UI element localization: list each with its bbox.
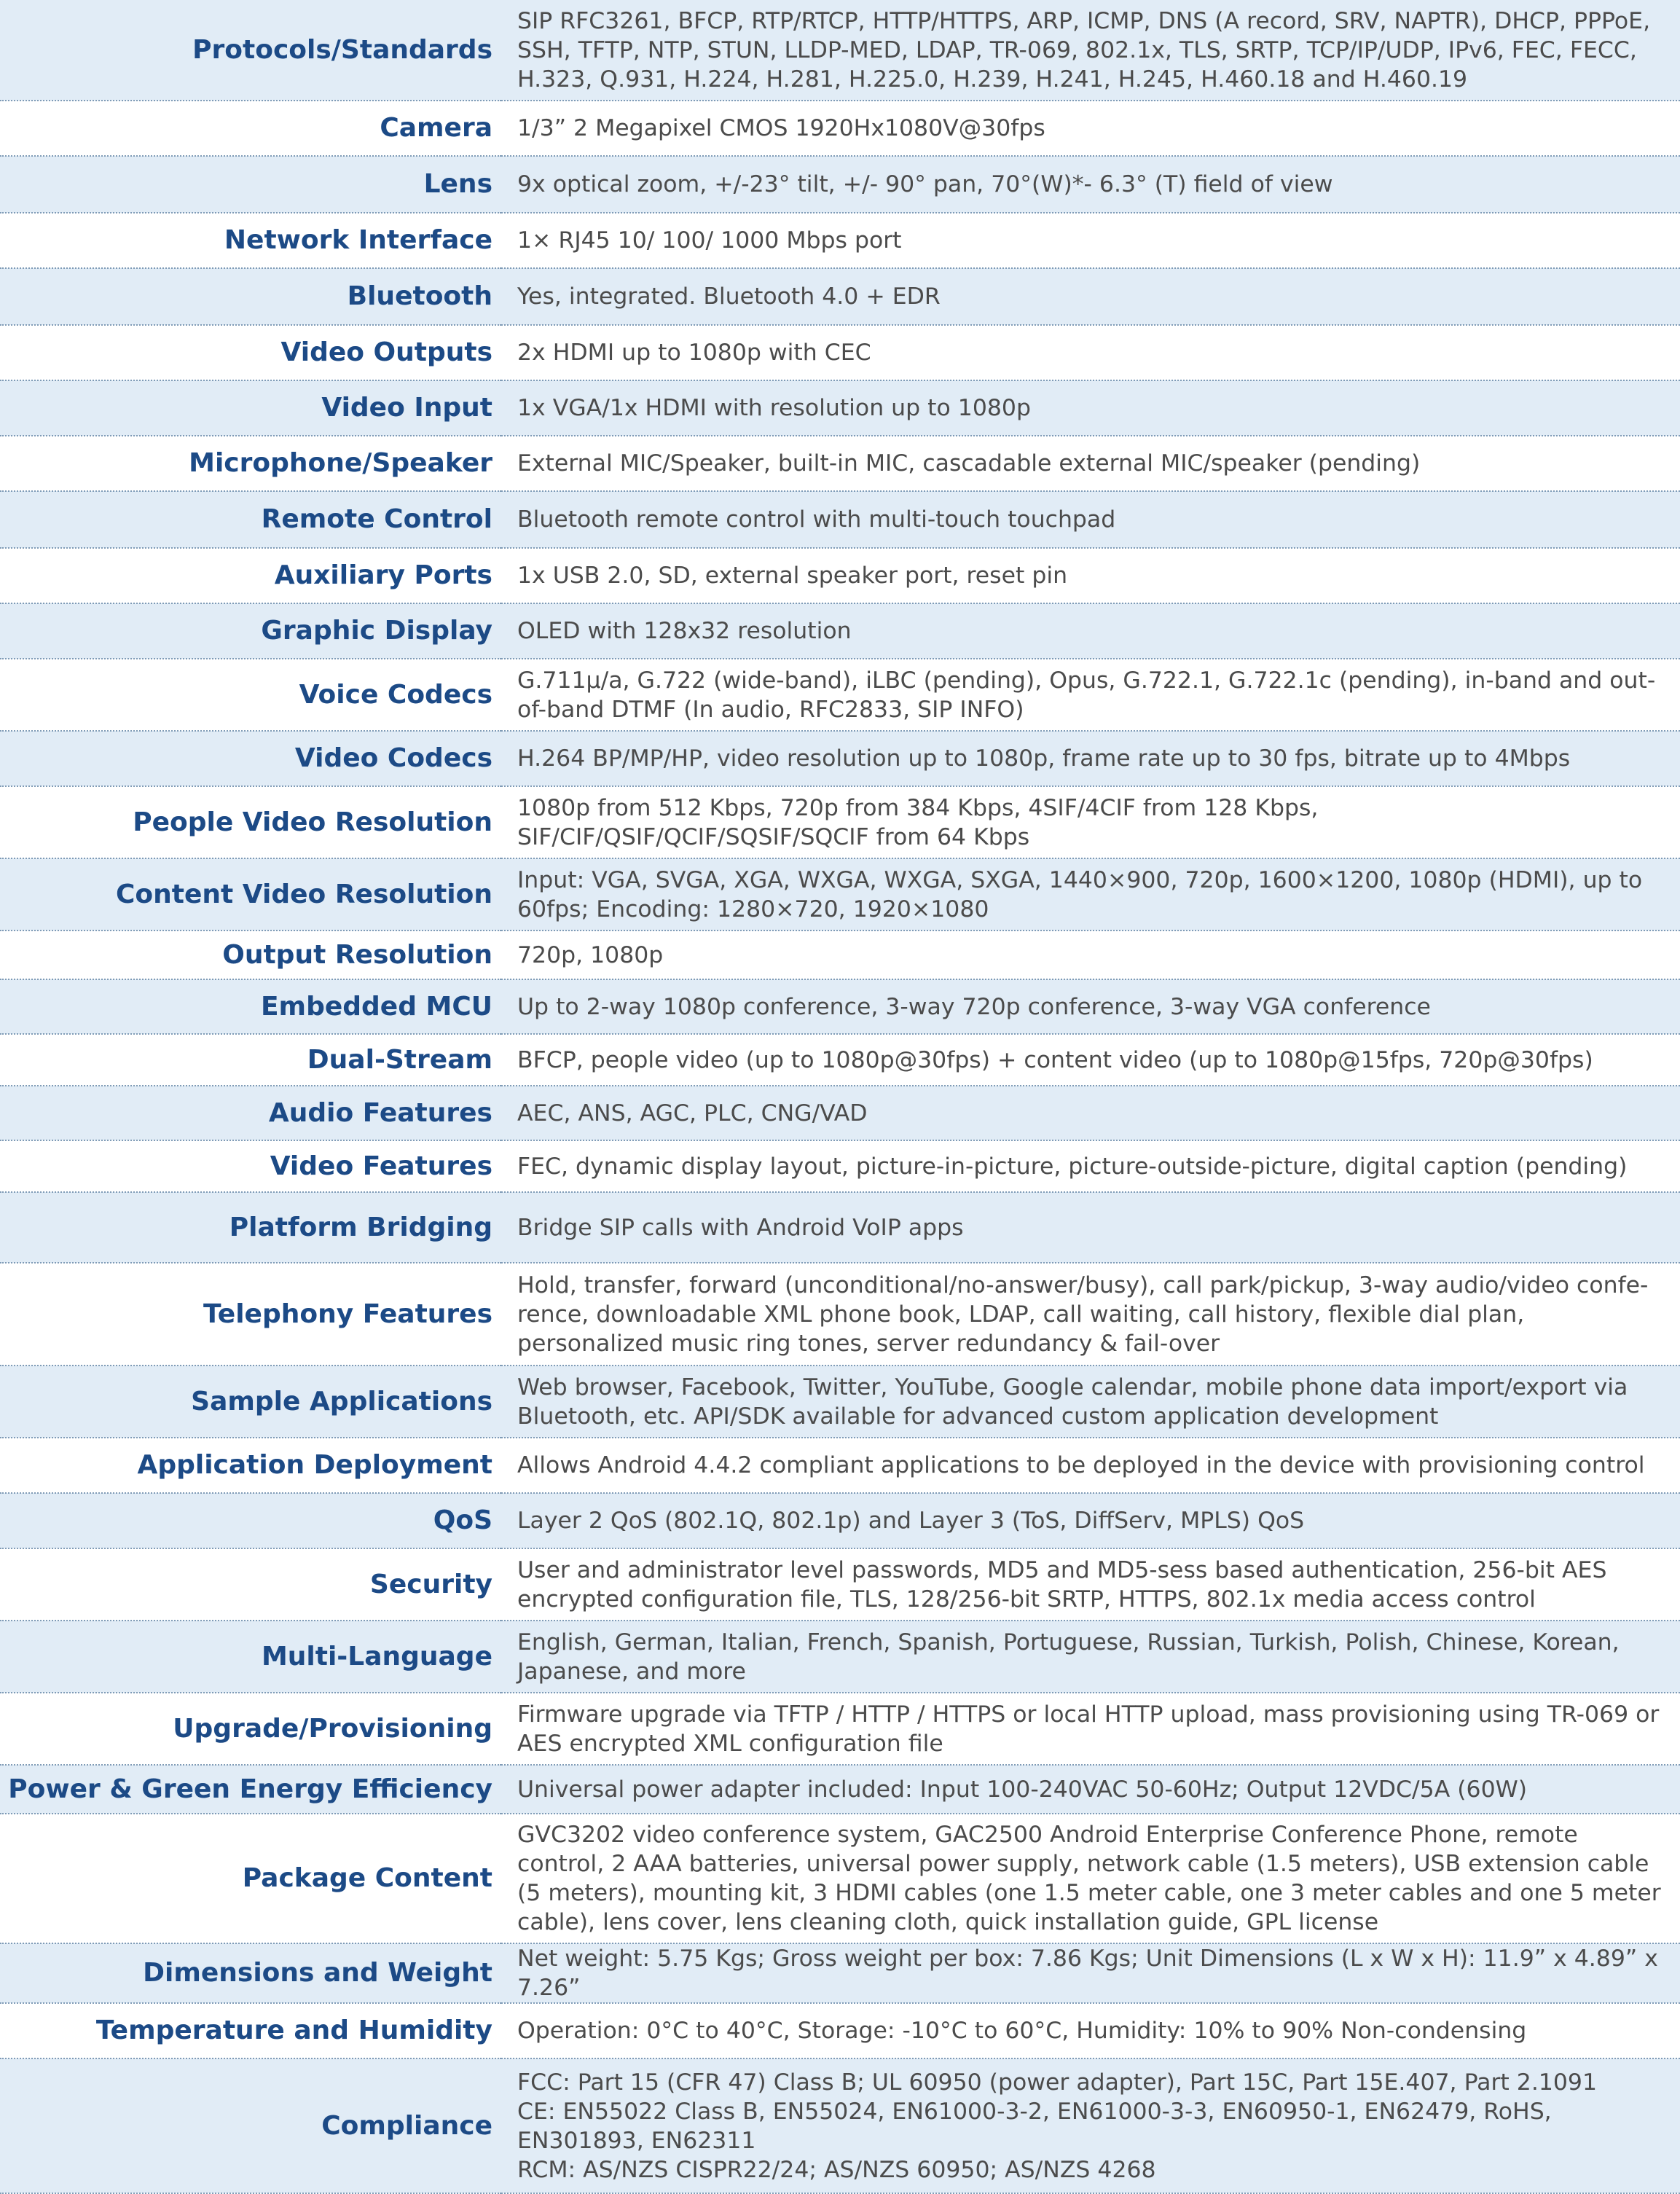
spec-label: Security: [0, 1548, 501, 1621]
spec-row: [0, 731, 1680, 786]
spec-value: G.711μ/a, G.722 (wide-band), iLBC (pending), Opus, G.722.1, G.722.1c (pending), in-band and out-of-band DTMF (In audio, RFC2833, SIP INFO): [501, 659, 1680, 731]
spec-row: [0, 1192, 1680, 1263]
spec-row: [0, 491, 1680, 548]
spec-value: Up to 2-way 1080p conference, 3-way 720p conference, 3-way VGA conference: [501, 979, 1680, 1034]
spec-value: FCC: Part 15 (CFR 47) Class B; UL 60950 (power adapter), Part 15C, Part 15E.407, Part 2.1091 CE: EN55022 Class B, EN55024, EN61000-3-2, EN61000-3-3, EN60950-1, EN62479, RoHS, EN301893, EN62311 RCM: AS/NZS CISPR22/24; AS/NZS 60950; AS/NZS 4268: [501, 2058, 1680, 2193]
spec-label: QoS: [0, 1493, 501, 1548]
spec-row: [0, 1438, 1680, 1493]
spec-label: Camera: [0, 101, 501, 156]
spec-row: [0, 0, 1680, 101]
spec-label: Package Content: [0, 1814, 501, 1943]
spec-value: Bluetooth remote control with multi-touch touchpad: [501, 491, 1680, 548]
spec-row: [0, 979, 1680, 1034]
spec-row: [0, 548, 1680, 603]
spec-value: Yes, integrated. Bluetooth 4.0 + EDR: [501, 268, 1680, 325]
spec-label: Lens: [0, 156, 501, 213]
spec-row: [0, 1366, 1680, 1438]
spec-row: [0, 1621, 1680, 1693]
spec-value: 1/3” 2 Megapixel CMOS 1920Hx1080V@30fps: [501, 101, 1680, 156]
spec-row: [0, 1693, 1680, 1765]
spec-label: Video Codecs: [0, 731, 501, 786]
spec-label: Network Interface: [0, 213, 501, 268]
spec-value: 1080p from 512 Kbps, 720p from 384 Kbps, 4SIF/4CIF from 128 Kbps, SIF/CIF/QSIF/QCIF/SQSIF/SQCIF from 64 Kbps: [501, 786, 1680, 858]
spec-value: Input: VGA, SVGA, XGA, WXGA, WXGA, SXGA, 1440×900, 720p, 1600×1200, 1080p (HDMI), up to 60fps; Encoding: 1280×720, 1920×1080: [501, 858, 1680, 931]
spec-value: Allows Android 4.4.2 compliant applications to be deployed in the device with provisioning control: [501, 1438, 1680, 1493]
spec-value: GVC3202 video conference system, GAC2500 Android Enterprise Conference Phone, remote control, 2 AAA batteries, universal power supply, network cable (1.5 meters), USB extension cable (5 meters), mounting kit, 3 HDMI cables (one 1.5 meter cable, one 3 meter cables and one 5 meter cable), lens cover, lens cleaning cloth, quick installation guide, GPL license: [501, 1814, 1680, 1943]
spec-row: [0, 436, 1680, 491]
spec-row: [0, 1086, 1680, 1140]
spec-value: Net weight: 5.75 Kgs; Gross weight per box: 7.86 Kgs; Unit Dimensions (L x W x H): 11.9” x 4.89” x 7.26”: [501, 1943, 1680, 2003]
spec-label: Upgrade/Provisioning: [0, 1693, 501, 1765]
spec-label: Embedded MCU: [0, 979, 501, 1034]
spec-row: [0, 325, 1680, 380]
spec-value: Universal power adapter included: Input 100-240VAC 50-60Hz; Output 12VDC/5A (60W): [501, 1765, 1680, 1814]
spec-value: AEC, ANS, AGC, PLC, CNG/VAD: [501, 1086, 1680, 1140]
spec-row: [0, 603, 1680, 659]
spec-value: Operation: 0°C to 40°C, Storage: -10°C to 60°C, Humidity: 10% to 90% Non-condensing: [501, 2003, 1680, 2058]
spec-value: 1x USB 2.0, SD, external speaker port, reset pin: [501, 548, 1680, 603]
spec-label: Dimensions and Weight: [0, 1943, 501, 2003]
spec-row: [0, 268, 1680, 325]
spec-label: Power & Green Energy Efficiency: [0, 1765, 501, 1814]
spec-label: Sample Applications: [0, 1366, 501, 1438]
spec-label: Multi-Language: [0, 1621, 501, 1693]
spec-value: 1× RJ45 10/ 100/ 1000 Mbps port: [501, 213, 1680, 268]
spec-label: Content Video Resolution: [0, 858, 501, 931]
spec-label: Platform Bridging: [0, 1192, 501, 1263]
spec-value: External MIC/Speaker, built-in MIC, cascadable external MIC/speaker (pending): [501, 436, 1680, 491]
spec-value: BFCP, people video (up to 1080p@30fps) + content video (up to 1080p@15fps, 720p@30fps): [501, 1034, 1680, 1086]
spec-label: Bluetooth: [0, 268, 501, 325]
spec-label: Telephony Features: [0, 1263, 501, 1366]
spec-row: [0, 380, 1680, 436]
spec-label: Auxiliary Ports: [0, 548, 501, 603]
spec-row: [0, 1943, 1680, 2003]
spec-value: English, German, Italian, French, Spanish, Portuguese, Russian, Turkish, Polish, Chinese, Korean, Japanese, and more: [501, 1621, 1680, 1693]
spec-row: [0, 1765, 1680, 1814]
spec-value: 9x optical zoom, +/-23° tilt, +/- 90° pan, 70°(W)*- 6.3° (T) field of view: [501, 156, 1680, 213]
spec-row: [0, 659, 1680, 731]
spec-label: Graphic Display: [0, 603, 501, 659]
spec-row: [0, 931, 1680, 979]
spec-value: 1x VGA/1x HDMI with resolution up to 1080p: [501, 380, 1680, 436]
spec-row: [0, 1814, 1680, 1943]
spec-value: Firmware upgrade via TFTP / HTTP / HTTPS or local HTTP upload, mass provisioning using TR-069 or AES encrypted XML configuration file: [501, 1693, 1680, 1765]
spec-value: H.264 BP/MP/HP, video resolution up to 1080p, frame rate up to 30 fps, bitrate up to 4Mbps: [501, 731, 1680, 786]
spec-label: Output Resolution: [0, 931, 501, 979]
spec-label: Video Input: [0, 380, 501, 436]
spec-value: User and administrator level passwords, MD5 and MD5-sess based authentication, 256-bit AES encrypted configuration file, TLS, 128/256-bit SRTP, HTTPS, 802.1x media access control: [501, 1548, 1680, 1621]
spec-label: Dual-Stream: [0, 1034, 501, 1086]
spec-row: [0, 213, 1680, 268]
spec-label: Protocols/Standards: [0, 0, 501, 101]
spec-label: Voice Codecs: [0, 659, 501, 731]
spec-row: [0, 858, 1680, 931]
spec-value: OLED with 128x32 resolution: [501, 603, 1680, 659]
spec-row: [0, 2058, 1680, 2193]
spec-row: [0, 1034, 1680, 1086]
spec-label: Application Deployment: [0, 1438, 501, 1493]
spec-label: Temperature and Humidity: [0, 2003, 501, 2058]
spec-label: Video Features: [0, 1140, 501, 1192]
spec-value: 720p, 1080p: [501, 931, 1680, 979]
spec-label: Remote Control: [0, 491, 501, 548]
spec-row: [0, 1140, 1680, 1192]
spec-row: [0, 786, 1680, 858]
spec-value: SIP RFC3261, BFCP, RTP/RTCP, HTTP/HTTPS, ARP, ICMP, DNS (A record, SRV, NAPTR), DHCP, PPPoE, SSH, TFTP, NTP, STUN, LLDP-MED, LDAP, TR-069, 802.1x, TLS, SRTP, TCP/IP/UDP, IPv6, FEC, FECC, H.323, Q.931, H.224, H.281, H.225.0, H.239, H.241, H.245, H.460.18 and H.460.19: [501, 0, 1680, 101]
spec-row: [0, 156, 1680, 213]
spec-value: Layer 2 QoS (802.1Q, 802.1p) and Layer 3 (ToS, DiffServ, MPLS) QoS: [501, 1493, 1680, 1548]
spec-row: [0, 1493, 1680, 1548]
spec-value: Bridge SIP calls with Android VoIP apps: [501, 1192, 1680, 1263]
spec-row: [0, 101, 1680, 156]
spec-row: [0, 2003, 1680, 2058]
spec-row: [0, 1263, 1680, 1366]
spec-value: 2x HDMI up to 1080p with CEC: [501, 325, 1680, 380]
spec-value: Hold, transfer, forward (unconditional/no-answer/busy), call park/pickup, 3-way audio/video confe-rence, downloadable XML phone book, LDAP, call waiting, call history, flexible dial plan, personalized music ring tones, server redundancy & fail-over: [501, 1263, 1680, 1366]
spec-label: Audio Features: [0, 1086, 501, 1140]
spec-value: FEC, dynamic display layout, picture-in-picture, picture-outside-picture, digital caption (pending): [501, 1140, 1680, 1192]
spec-value: Web browser, Facebook, Twitter, YouTube, Google calendar, mobile phone data import/export via Bluetooth, etc. API/SDK available for advanced custom application development: [501, 1366, 1680, 1438]
spec-row: [0, 1548, 1680, 1621]
spec-label: People Video Resolution: [0, 786, 501, 858]
spec-label: Microphone/Speaker: [0, 436, 501, 491]
spec-label: Video Outputs: [0, 325, 501, 380]
spec-label: Compliance: [0, 2058, 501, 2193]
